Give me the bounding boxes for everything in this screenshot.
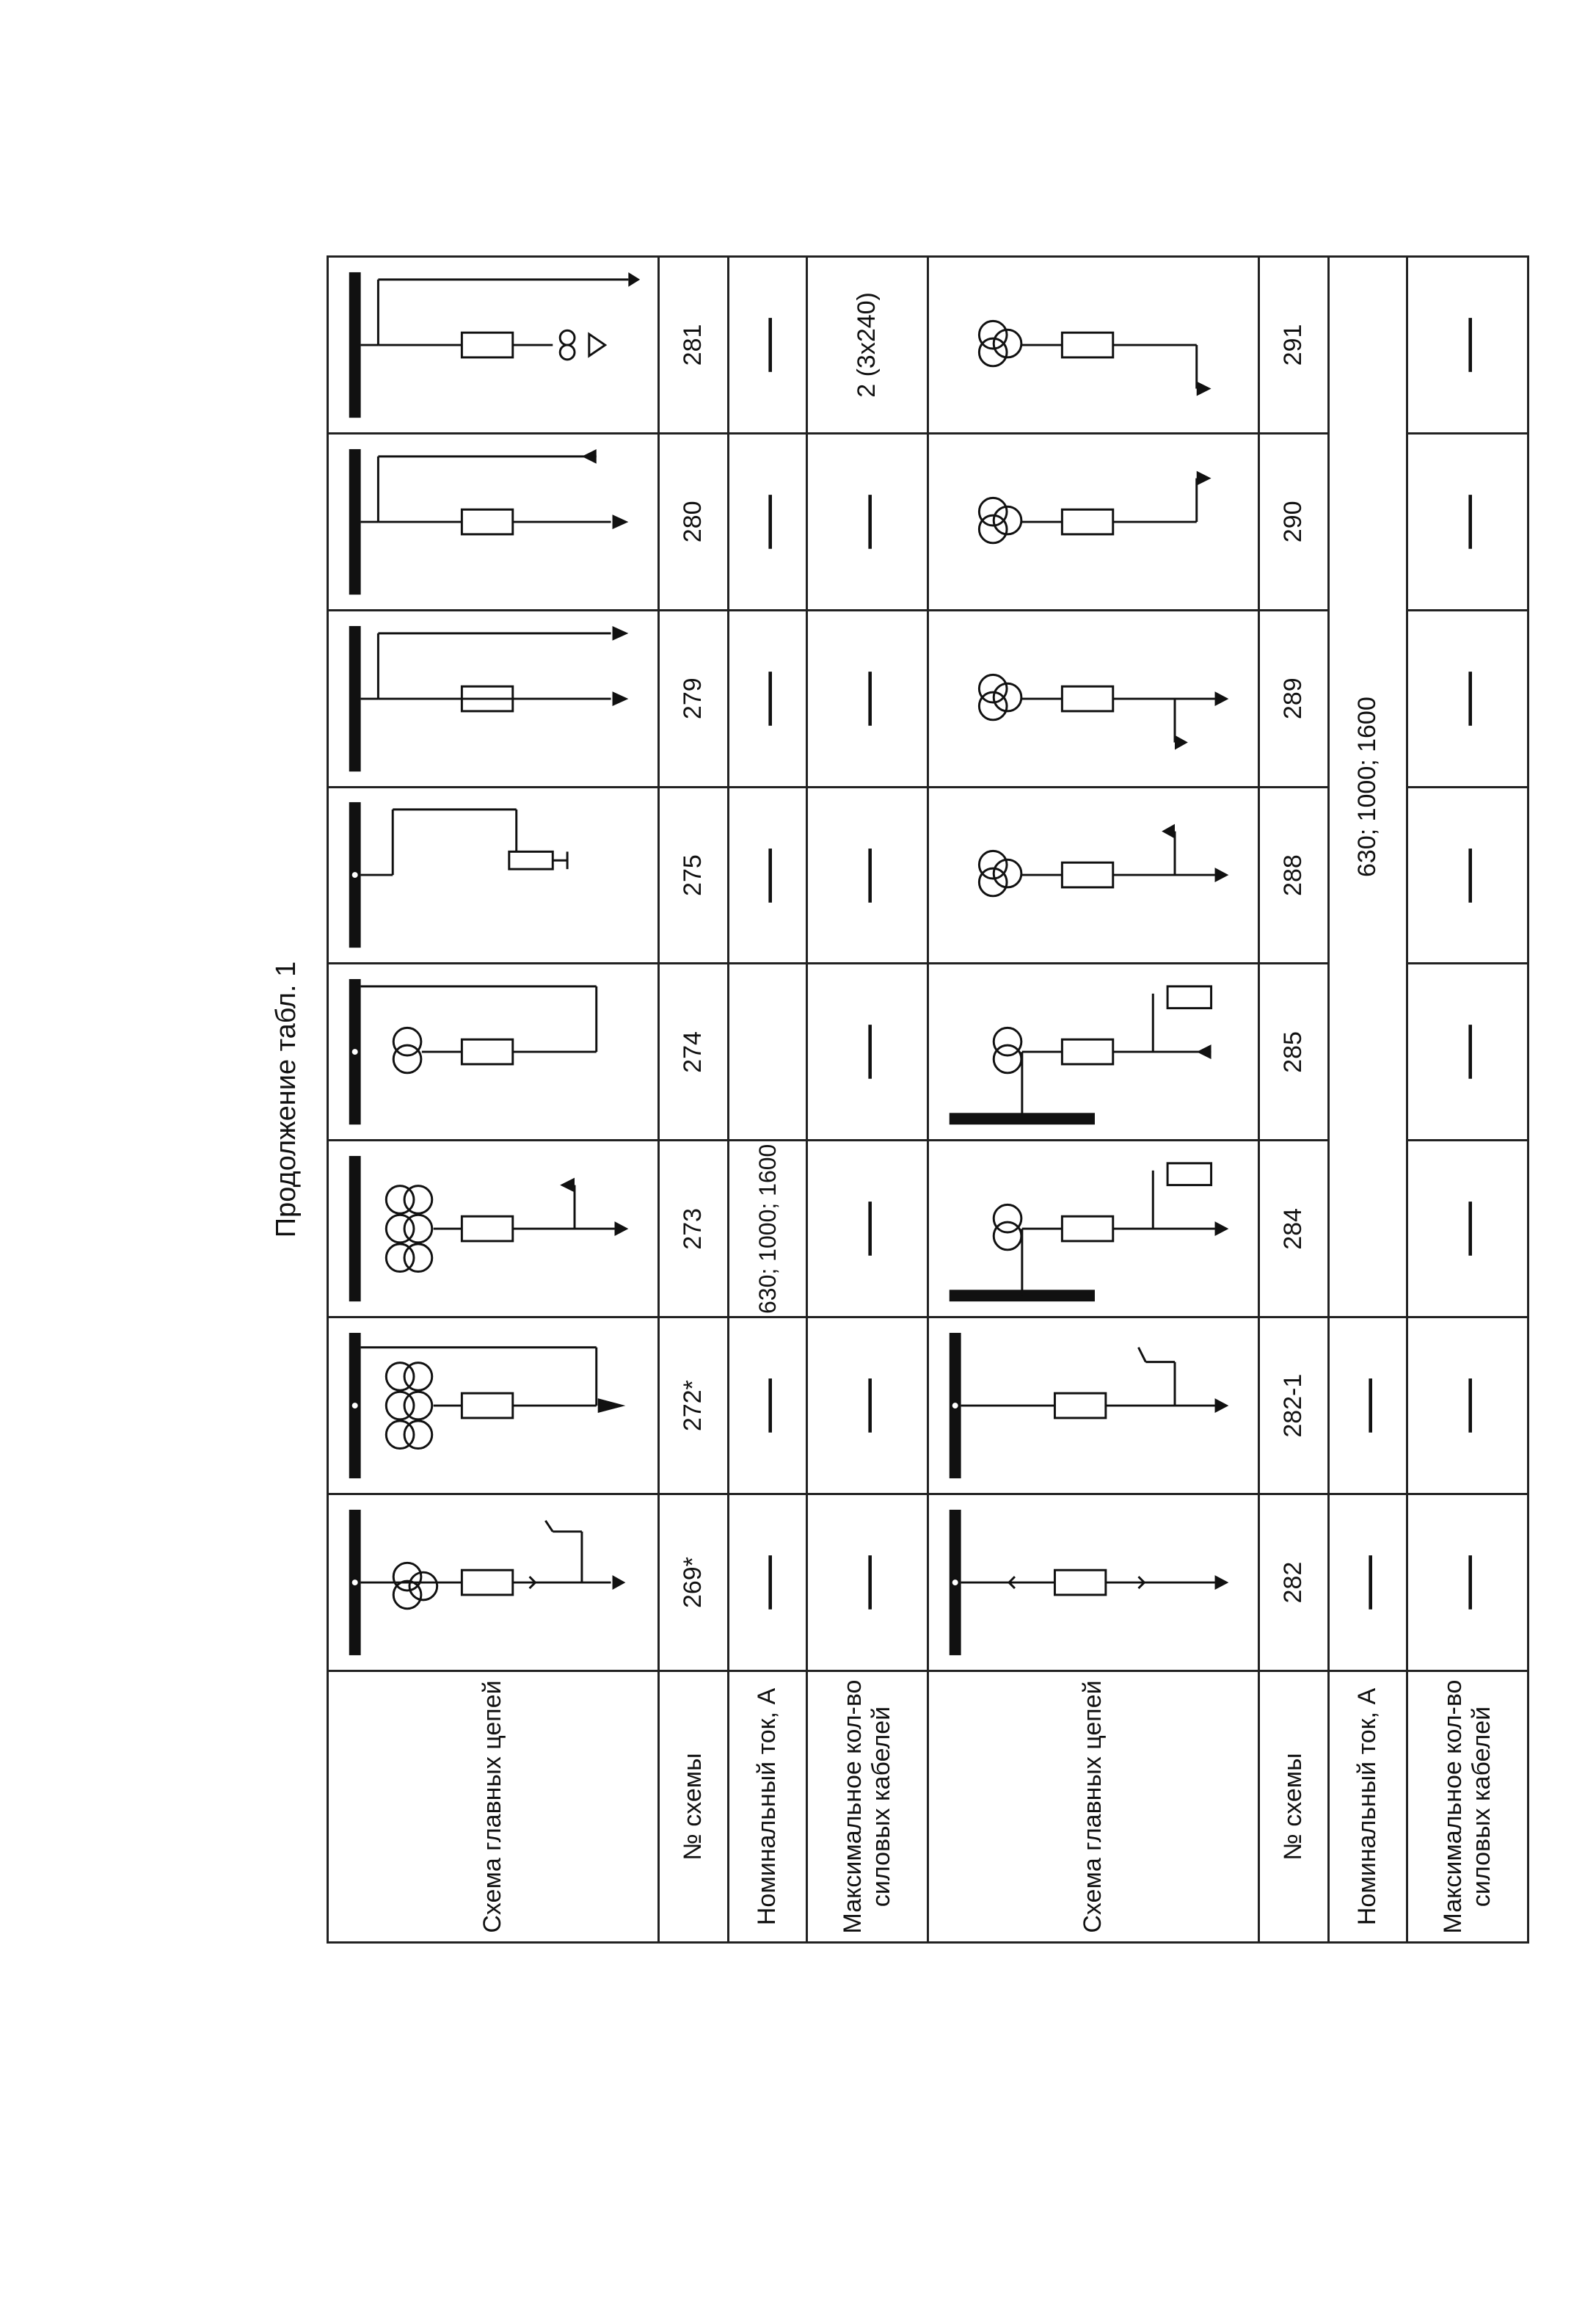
scheme-number: 289 <box>1259 610 1329 787</box>
schema-285-icon <box>928 964 1259 1141</box>
cables-value: — <box>807 610 928 787</box>
scheme-number: 274 <box>659 964 729 1141</box>
schema-281-icon <box>328 257 659 434</box>
scheme-number: 279 <box>659 610 729 787</box>
bottom-number-row <box>1259 257 1329 1943</box>
schema-label: Схема главных цепей <box>328 1671 659 1943</box>
cables-value: — <box>1407 1317 1528 1494</box>
top-current-row <box>729 257 807 1943</box>
top-cables-row <box>807 257 928 1943</box>
current-value <box>729 964 807 1141</box>
bottom-schema-row <box>928 257 1259 1943</box>
current-merged-value: 630; 1000; 1600 <box>1329 257 1407 1317</box>
schema-284-icon <box>928 1141 1259 1317</box>
current-label: Номинальный ток, А <box>1329 1671 1407 1943</box>
current-value: — <box>1329 1494 1407 1671</box>
schemes-table <box>327 255 1529 1944</box>
scheme-number: 284 <box>1259 1141 1329 1317</box>
schema-280-icon <box>328 433 659 610</box>
schema-274-icon <box>328 964 659 1141</box>
schema-290-icon <box>928 433 1259 610</box>
scheme-number: 282 <box>1259 1494 1329 1671</box>
cables-value: — <box>807 1317 928 1494</box>
cables-value: — <box>1407 433 1528 610</box>
scheme-number: 275 <box>659 787 729 964</box>
cables-value: — <box>1407 257 1528 434</box>
cables-value: — <box>807 1141 928 1317</box>
cables-value: — <box>1407 964 1528 1141</box>
scheme-number: 291 <box>1259 257 1329 434</box>
bottom-current-row <box>1329 257 1407 1943</box>
number-label: № схемы <box>1259 1671 1329 1943</box>
cables-label: Максимальное кол-во силовых кабелей <box>807 1671 928 1943</box>
schema-288-icon <box>928 787 1259 964</box>
cables-value: — <box>807 964 928 1141</box>
table-caption: Продолжение табл. 1 <box>270 961 302 1238</box>
top-schema-row <box>328 257 659 1943</box>
cables-value: — <box>807 1494 928 1671</box>
schema-279-icon <box>328 610 659 787</box>
schema-label: Схема главных цепей <box>928 1671 1259 1943</box>
current-value: 630; 1000; 1600 <box>729 1141 807 1317</box>
current-value: — <box>729 787 807 964</box>
current-value: — <box>729 433 807 610</box>
scheme-number: 281 <box>659 257 729 434</box>
current-value: — <box>729 257 807 434</box>
cables-value: — <box>1407 787 1528 964</box>
scheme-number: 273 <box>659 1141 729 1317</box>
schema-272-icon <box>328 1317 659 1494</box>
current-value: — <box>1329 1317 1407 1494</box>
scheme-number: 290 <box>1259 433 1329 610</box>
cables-value: 2 (3х240) <box>807 257 928 434</box>
number-label: № схемы <box>659 1671 729 1943</box>
cables-value: — <box>1407 1141 1528 1317</box>
schema-282-1-icon <box>928 1317 1259 1494</box>
cables-value: — <box>1407 610 1528 787</box>
schema-275-icon <box>328 787 659 964</box>
schema-273-icon <box>328 1141 659 1317</box>
schema-289-icon <box>928 610 1259 787</box>
top-number-row <box>659 257 729 1943</box>
rotated-table-sheet <box>246 255 1493 1944</box>
scheme-number: 280 <box>659 433 729 610</box>
current-label: Номинальный ток, А <box>729 1671 807 1943</box>
scheme-number: 269* <box>659 1494 729 1671</box>
current-value: — <box>729 1317 807 1494</box>
cables-label: Максимальное кол-во силовых кабелей <box>1407 1671 1528 1943</box>
schema-282-icon <box>928 1494 1259 1671</box>
cables-value: — <box>1407 1494 1528 1671</box>
cables-value: — <box>807 787 928 964</box>
scheme-number: 285 <box>1259 964 1329 1141</box>
cables-value: — <box>807 433 928 610</box>
scheme-number: 272* <box>659 1317 729 1494</box>
current-value: — <box>729 1494 807 1671</box>
scheme-number: 282-1 <box>1259 1317 1329 1494</box>
schema-291-icon <box>928 257 1259 434</box>
current-value: — <box>729 610 807 787</box>
scheme-number: 288 <box>1259 787 1329 964</box>
bottom-cables-row <box>1407 257 1528 1943</box>
schema-269-icon <box>328 1494 659 1671</box>
